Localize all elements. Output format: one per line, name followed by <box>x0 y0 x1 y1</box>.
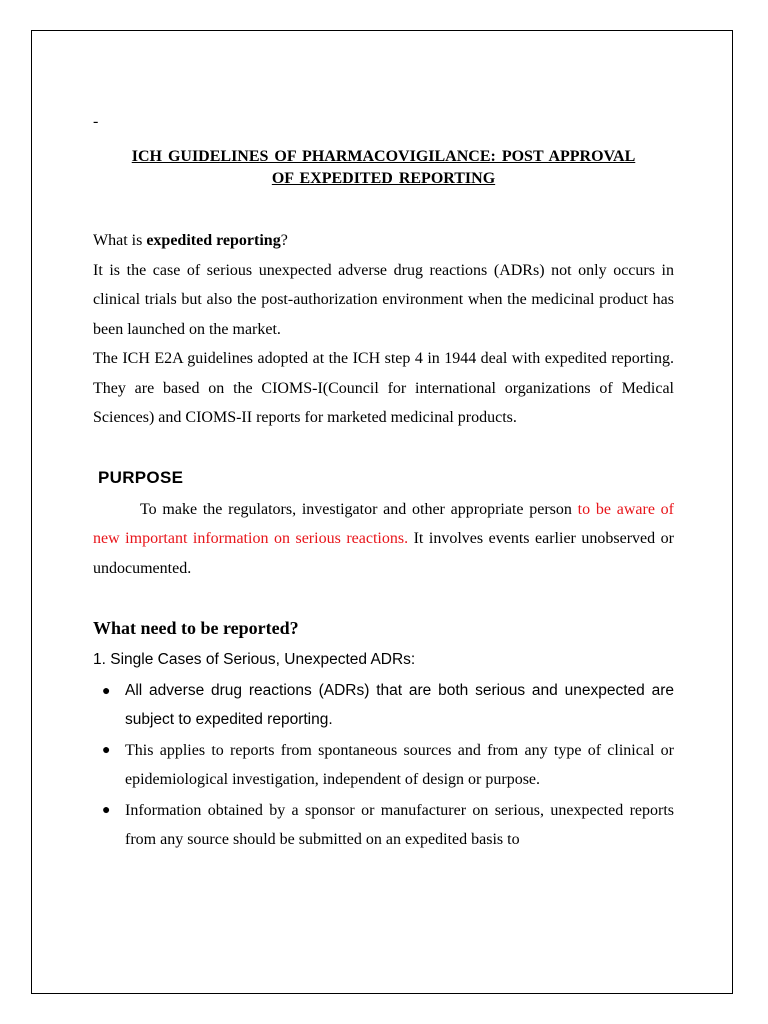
paragraph-definition: It is the case of serious unexpected adverse drug reactions (ADRs) not only occurs in clinical trials but also the post-authorization environment when the medicinal product has been launched on the market. <box>93 261 674 338</box>
document-title <box>93 146 674 190</box>
question-suffix: ? <box>280 232 288 249</box>
bullet-text: All adverse drug reactions (ADRs) that are both serious and unexpected are subject to expedited reporting. <box>125 681 674 728</box>
paragraph-guidelines: The ICH E2A guidelines adopted at the ICH step 4 in 1944 deal with expedited reporting. They are based on the CIOMS-I(Council for international organizations of Medical Sciences) and CIOMS-II reports for marketed medicinal products. <box>93 350 674 426</box>
purpose-paragraph <box>93 495 674 584</box>
purpose-text-start: To make the regulators, investigator and other appropriate person <box>140 500 578 518</box>
bullet-icon: ● <box>102 742 111 758</box>
list-item <box>93 736 674 795</box>
question-bold: expedited reporting <box>146 232 281 249</box>
question-prefix: What is <box>93 232 147 249</box>
bullet-text: Information obtained by a sponsor or manufacturer on serious, unexpected reports from any source should be submitted on an expedited basis to <box>125 801 674 848</box>
question-line <box>93 226 674 256</box>
bullet-icon: ● <box>102 681 111 698</box>
list-item <box>93 796 674 855</box>
purpose-heading: PURPOSE <box>98 467 184 487</box>
numbered-item-1: 1. Single Cases of Serious, Unexpected ADRs: <box>93 651 416 668</box>
title-line-1: ICH GUIDELINES OF PHARMACOVIGILANCE: POST APPROVAL <box>131 148 636 165</box>
report-heading: What need to be reported? <box>93 618 299 638</box>
list-item <box>93 676 674 735</box>
purpose-text-highlight: to be aware of new important information on serious reactions. <box>93 500 675 547</box>
bullet-list <box>93 676 674 855</box>
bullet-icon: ● <box>102 802 111 818</box>
leading-dash: - <box>93 113 99 130</box>
purpose-text-end: It involves events earlier unobserved or undocumented. <box>93 530 674 577</box>
title-line-2: OF EXPEDITED REPORTING <box>271 170 496 187</box>
document-body <box>93 110 674 855</box>
bullet-text: This applies to reports from spontaneous sources and from any type of clinical or epidemiological investigation, independent of design or purpose. <box>125 741 674 788</box>
